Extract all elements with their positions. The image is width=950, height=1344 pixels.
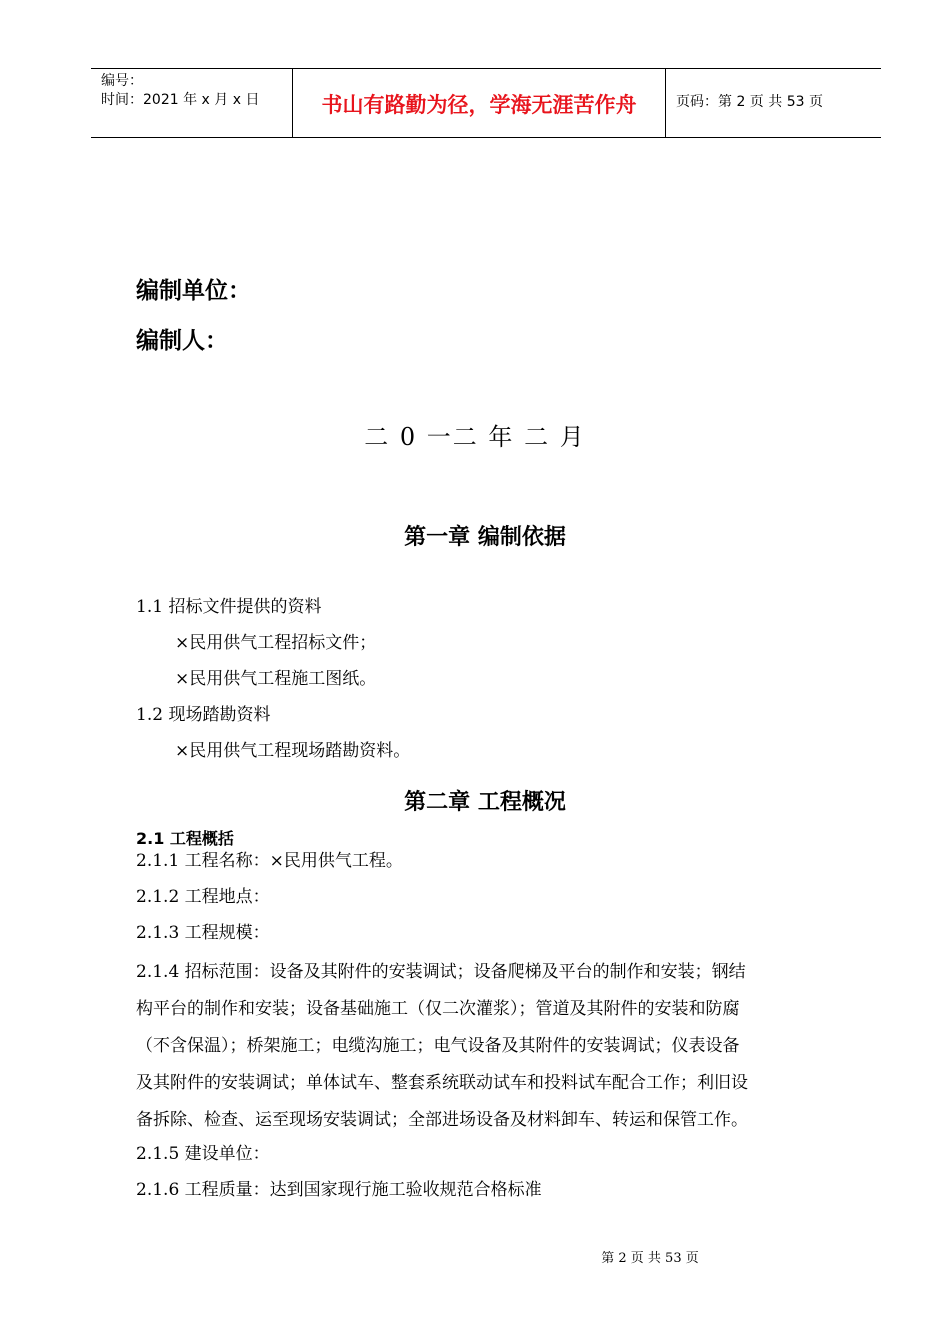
time-label: 时间：2021 年 x 月 x 日 [101,92,260,108]
item-2-1-1: 2.1.1 工程名称：×民用供气工程。 [136,851,403,871]
author-label: 编制人： [136,328,228,354]
compile-date: 二 0 一二 年 二 月 [364,423,586,451]
org-label: 编制单位： [136,278,251,304]
list-item: ×民用供气工程现场踏勘资料。 [175,741,411,761]
list-item: ×民用供气工程招标文件； [175,633,377,653]
header-table [91,68,881,138]
scope-line: 及其附件的安装调试；单体试车、整套系统联动试车和投料试车配合工作；利旧设 [136,1073,748,1093]
scope-line: 2.1.4 招标范围：设备及其附件的安装调试；设备爬梯及平台的制作和安装；钢结 [136,962,746,982]
section-1-1: 1.1 招标文件提供的资料 [136,597,322,617]
list-item: ×民用供气工程施工图纸。 [175,669,377,689]
item-2-1-5: 2.1.5 建设单位： [136,1144,270,1164]
scope-line: 备拆除、检查、运至现场安装调试；全部进场设备及材料卸车、转运和保管工作。 [136,1110,748,1130]
page-label: 页码：第 2 页 共 53 页 [676,94,823,110]
page-footer: 第 2 页 共 53 页 [601,1251,699,1266]
header-motto-cell [293,69,666,137]
item-2-1-4-scope [136,954,836,1139]
section-1-2: 1.2 现场踏勘资料 [136,705,271,725]
item-2-1-2: 2.1.2 工程地点： [136,887,270,907]
number-label: 编号： [101,73,143,89]
chapter1-title: 第一章 编制依据 [404,525,566,550]
item-2-1-6: 2.1.6 工程质量：达到国家现行施工验收规范合格标准 [136,1180,542,1200]
header-page-cell [666,69,881,137]
motto: 书山有路勤为径，学海无涯苦作舟 [321,93,637,117]
scope-line: （不含保温）；桥架施工；电缆沟施工；电气设备及其附件的安装调试；仪表设备 [136,1036,740,1056]
scope-line: 构平台的制作和安装；设备基础施工（仅二次灌浆）；管道及其附件的安装和防腐 [136,999,740,1019]
chapter2-title: 第二章 工程概况 [404,790,566,815]
item-2-1-3: 2.1.3 工程规模： [136,923,270,943]
section-2-1: 2.1 工程概括 [136,829,234,848]
header-info-cell [91,69,293,137]
